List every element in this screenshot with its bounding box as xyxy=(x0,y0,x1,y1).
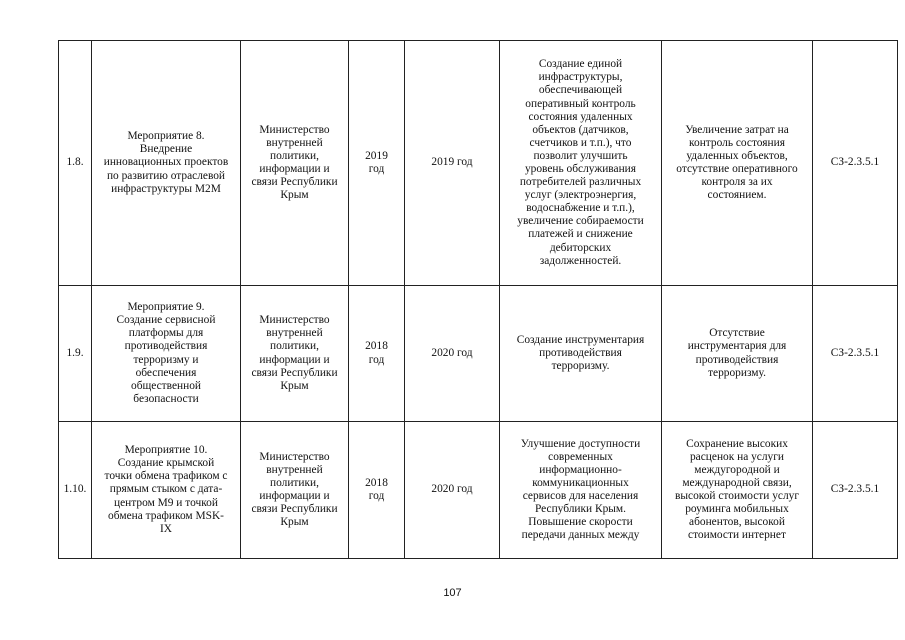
executor-cell: Министерство внутренней политики, информации и связи Республики Крым xyxy=(241,41,349,286)
consequences-cell: Отсутствие инструментария для противодействия терроризму. xyxy=(662,286,813,422)
page-number: 107 xyxy=(443,587,462,599)
link-cell: СЗ-2.3.5.1 xyxy=(813,41,898,286)
row-number: 1.8. xyxy=(59,41,92,286)
start-year-cell: 2018 год xyxy=(349,422,405,559)
link-cell: СЗ-2.3.5.1 xyxy=(813,286,898,422)
measure-cell: Мероприятие 8. Внедрение инновационных проектов по развитию отраслевой инфраструктуры M2M xyxy=(92,41,241,286)
consequences-cell: Увеличение затрат на контроль состояния удаленных объектов, отсутствие оперативного контроля за их состоянием. xyxy=(662,41,813,286)
measure-cell: Мероприятие 10. Создание крымской точки обмена трафиком с прямым стыком с дата- центром М9 и точкой обмена трафиком MSK- IX xyxy=(92,422,241,559)
row-number: 1.10. xyxy=(59,422,92,559)
table-row xyxy=(59,422,898,559)
end-year-cell: 2020 год xyxy=(405,422,500,559)
table-row xyxy=(59,286,898,422)
measure-cell: Мероприятие 9. Создание сервисной платформы для противодействия терроризму и обеспечения общественной безопасности xyxy=(92,286,241,422)
end-year-cell: 2020 год xyxy=(405,286,500,422)
executor-cell: Министерство внутренней политики, информации и связи Республики Крым xyxy=(241,422,349,559)
link-cell: СЗ-2.3.5.1 xyxy=(813,422,898,559)
result-cell: Улучшение доступности современных информационно- коммуникационных сервисов для населения Республики Крым. Повышение скорости передачи данных между xyxy=(500,422,662,559)
consequences-cell: Сохранение высоких расценок на услуги междугородной и международной связи, высокой стоимости услуг роуминга мобильных абонентов, высокой стоимости интернет xyxy=(662,422,813,559)
measures-table xyxy=(58,40,898,559)
executor-cell: Министерство внутренней политики, информации и связи Республики Крым xyxy=(241,286,349,422)
end-year-cell: 2019 год xyxy=(405,41,500,286)
start-year-cell: 2019 год xyxy=(349,41,405,286)
start-year-cell: 2018 год xyxy=(349,286,405,422)
result-cell: Создание единой инфраструктуры, обеспечивающей оперативный контроль состояния удаленных объектов (датчиков, счетчиков и т.п.), что позволит улучшить уровень обслуживания потребителей различных услуг (электроэнергия, водоснабжение и т.п.), увеличение собираемости платежей и снижение дебиторских задолженностей. xyxy=(500,41,662,286)
result-cell: Создание инструментария противодействия терроризму. xyxy=(500,286,662,422)
table-row xyxy=(59,41,898,286)
row-number: 1.9. xyxy=(59,286,92,422)
